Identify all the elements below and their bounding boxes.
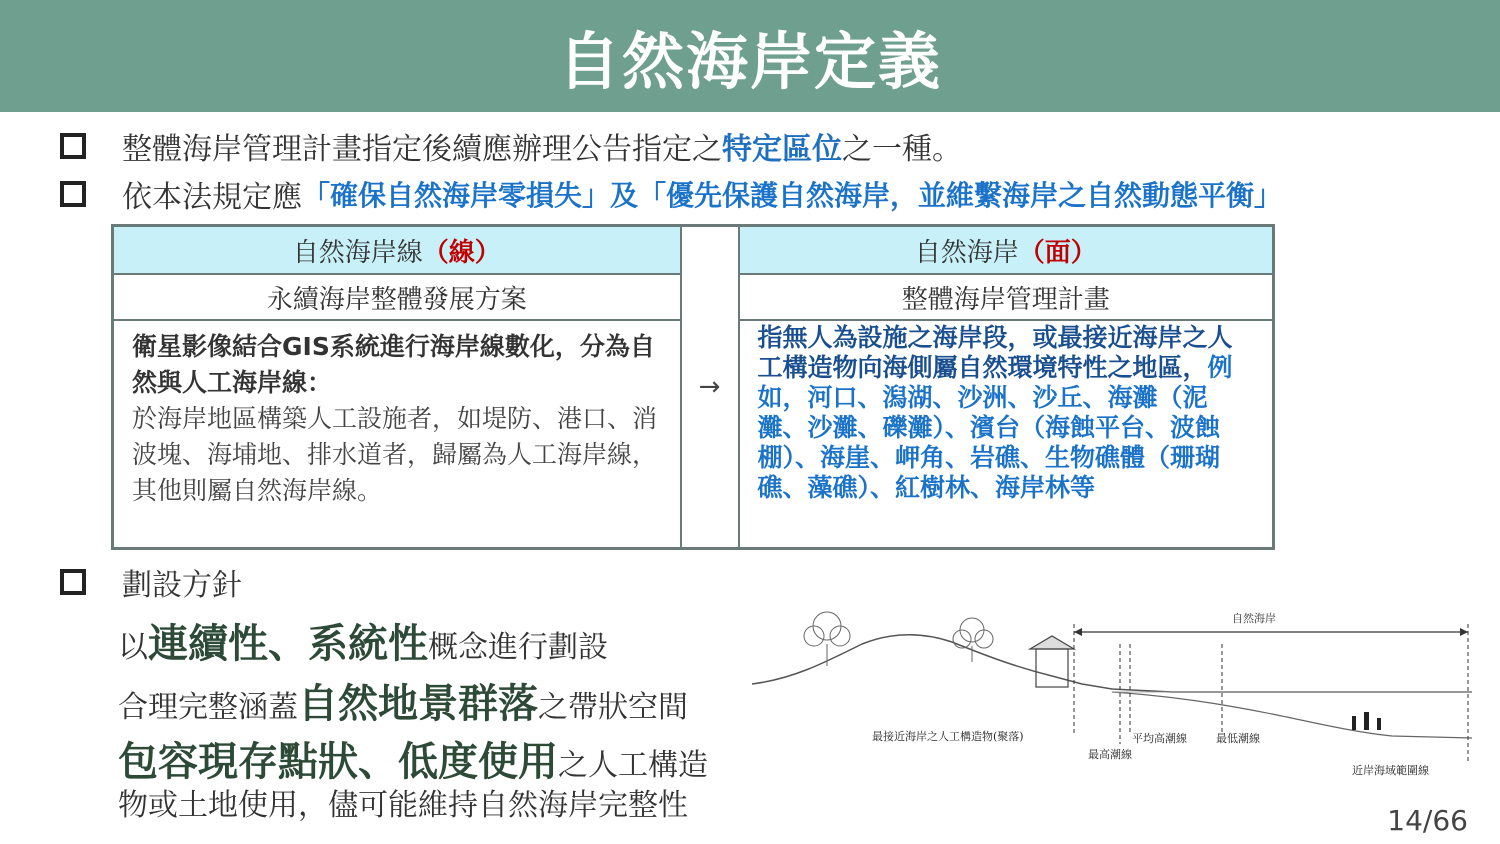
label-highest-tide: 最高潮線: [1088, 748, 1132, 761]
page-title: 自然海岸定義: [557, 24, 942, 98]
right-body-b: 例如，河口、潟湖、沙洲、沙丘、海灘（泥灘、沙灘、礫灘）、濱台（海蝕平台、波蝕棚）、海崖、岬角、岩礁、生物礁體（珊瑚礁、藻礁）、紅樹林、海岸林等: [757, 353, 1233, 502]
page-number: 14/66: [1387, 804, 1468, 837]
right-header-tag: （面）: [1018, 237, 1097, 268]
bullet-1-tail: 之一種。: [842, 132, 962, 167]
coast-diagram: [752, 604, 1474, 780]
left-header: 自然海岸線（線）: [113, 226, 681, 275]
bullet-3: [60, 560, 242, 604]
bullet-1-text: 整體海岸管理計畫指定後續應辦理公告指定之: [122, 132, 722, 167]
right-body-a: 指無人為設施之海岸段，或最接近海岸之人工構造物向海側屬自然環境特性之地區，: [757, 323, 1233, 382]
bullet-2-text: 依本法規定應: [122, 180, 302, 215]
checkbox-bullet-icon: [60, 181, 86, 207]
plan-line-4: 物或土地使用，儘可能維持自然海岸完整性: [118, 788, 688, 823]
arrow-cell: [681, 226, 739, 549]
left-body-bold: 衛星影像結合GIS系統進行海岸線數化，分為自然與人工海岸線：: [132, 332, 655, 397]
bullet-2-highlight: 「確保自然海岸零損失」及「優先保護自然海岸，並維繫海岸之自然動態平衡」: [302, 179, 1283, 212]
right-body: [739, 320, 1274, 549]
checkbox-bullet-icon: [60, 569, 86, 595]
checkbox-bullet-icon: [60, 133, 86, 159]
label-mean-high-tide: 平均高潮線: [1132, 732, 1187, 745]
label-natural-coast: 自然海岸: [1232, 612, 1276, 625]
right-subtitle: 整體海岸管理計畫: [739, 274, 1274, 320]
label-structure: 最接近海岸之人工構造物(聚落): [872, 730, 1024, 743]
plan-line-1: 以連續性、系統性概念進行劃設: [118, 621, 608, 667]
left-header-tag: （線）: [422, 237, 501, 268]
right-header: 自然海岸（面）: [739, 226, 1274, 275]
bullet-1-highlight: 特定區位: [722, 132, 842, 167]
coral-icon: [1352, 712, 1381, 730]
title-bar: [0, 0, 1500, 112]
left-subtitle: 永續海岸整體發展方案: [113, 274, 681, 320]
label-lowest-tide: 最低潮線: [1216, 732, 1260, 745]
plan-line-3: 包容現存點狀、低度使用之人工構造: [118, 739, 708, 785]
bullet-3-text: 劃設方針: [122, 568, 242, 603]
bullet-2: [60, 172, 1282, 216]
label-boundary: 近岸海域範圍線: [1352, 764, 1429, 777]
left-body: [113, 320, 681, 549]
definition-table: [111, 224, 1275, 550]
plan-line-2: 合理完整涵蓋自然地景群落之帶狀空間: [118, 681, 688, 727]
hut-icon: [1030, 636, 1074, 687]
bullet-1: [60, 124, 962, 168]
right-arrow-icon: →: [698, 372, 721, 402]
left-body-text: 於海岸地區構築人工設施者，如堤防、港口、消波塊、海埔地、排水道者，歸屬為人工海岸線，其他則屬自然海岸線。: [132, 404, 658, 505]
